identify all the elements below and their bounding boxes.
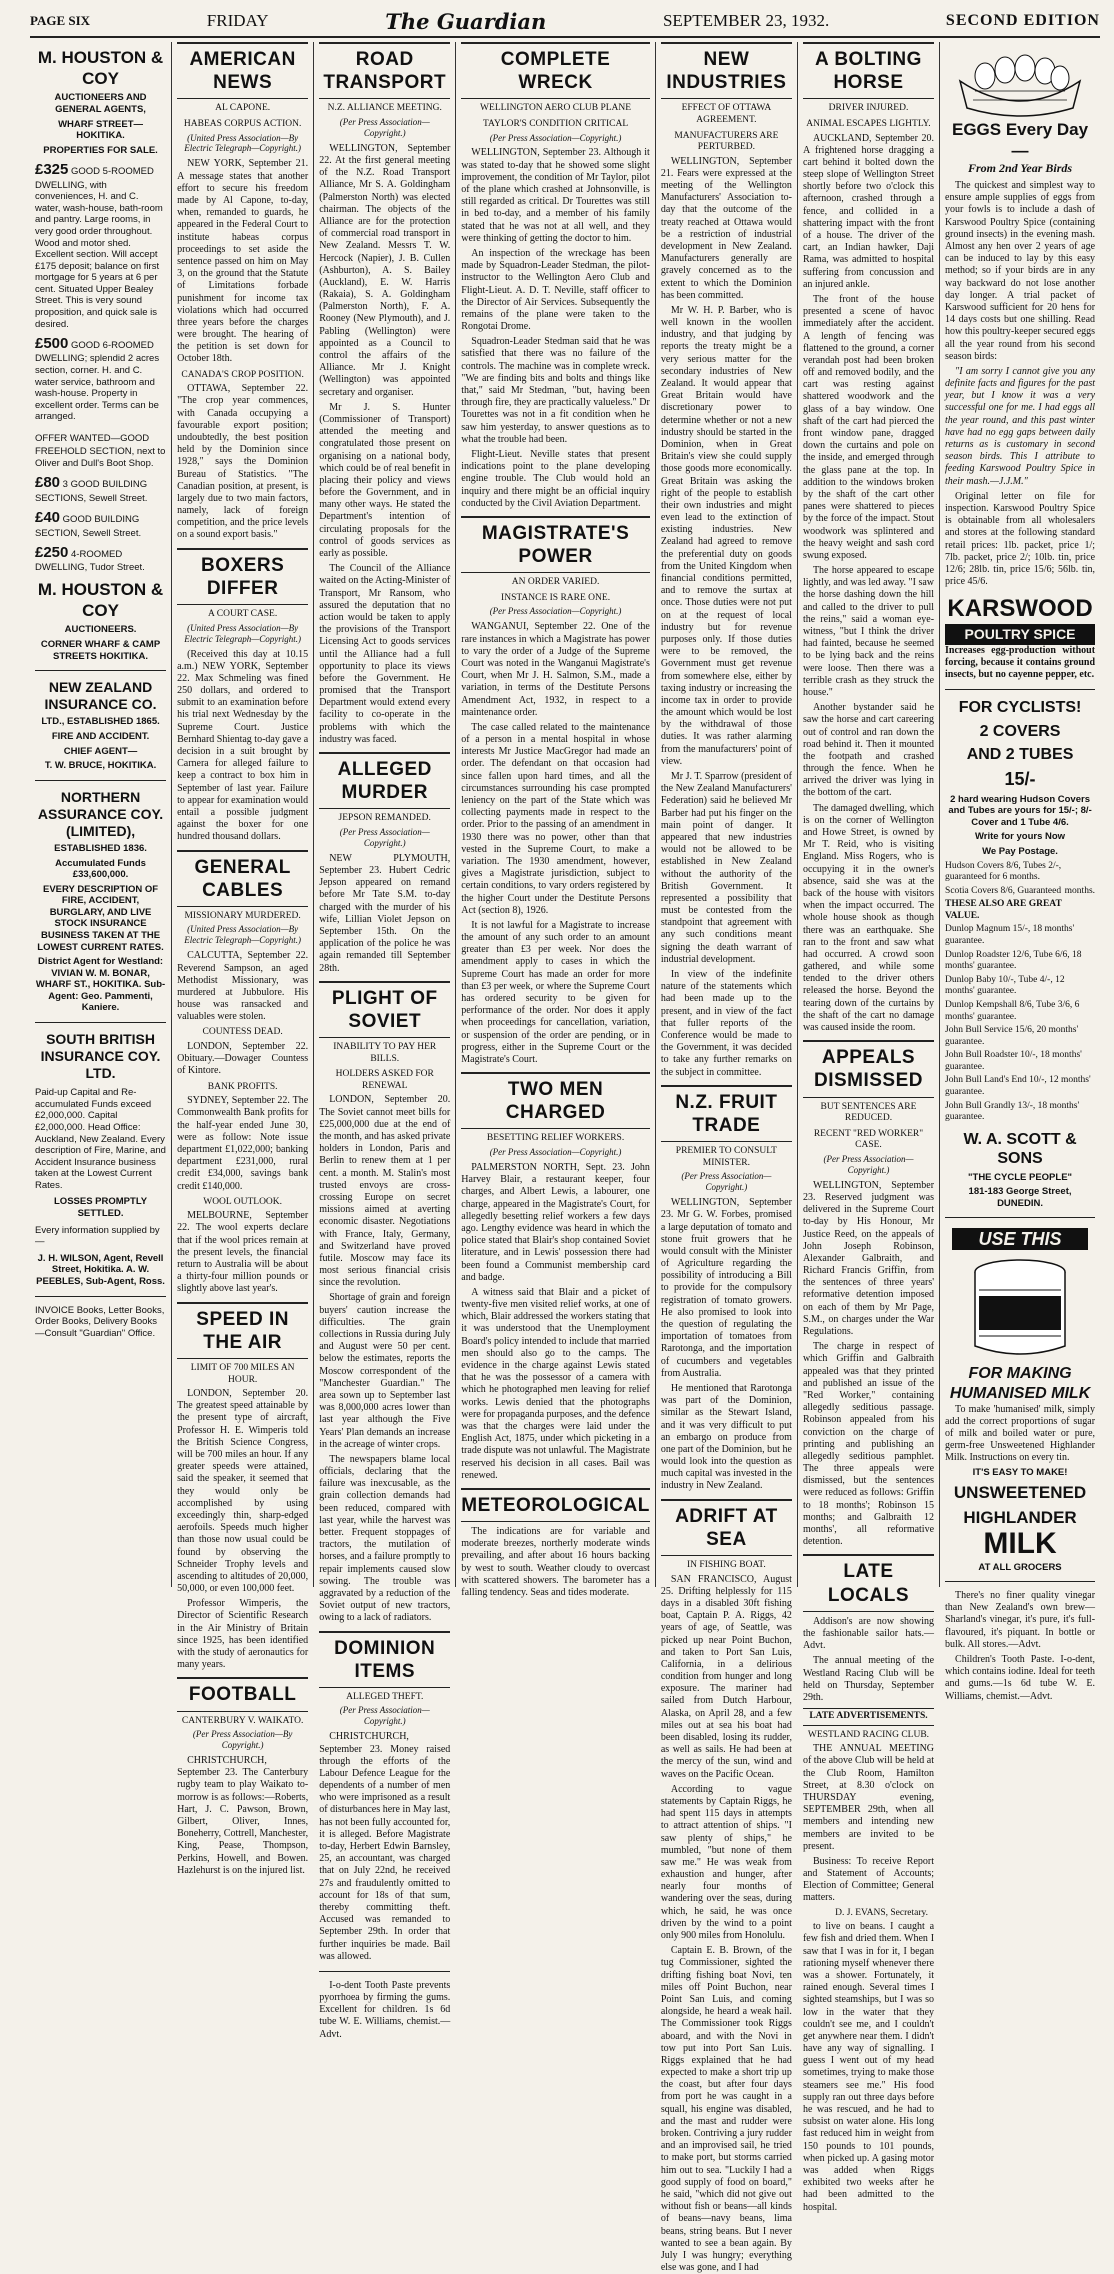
subheading: DRIVER INJURED. xyxy=(828,103,909,114)
article-paragraph: LONDON, September 20. The greatest speed attainable by the present type of aircraft, Professor H. E. Wimperis told the British Science Congress, will be 700 miles an hour. If any greater speeds were attained, said the speaker, it seemed that they would only be accomplished by using exceedingly thin, sharp-edged aerofoils. Speeds much higher than those now usual could be found by observing the Schneider Trophy levels and ascending to altitudes of 20,000, 50,000, or even 100,000 feet. xyxy=(177,1388,309,1595)
listing xyxy=(35,335,166,423)
press-credit: (Per Press Association—Copyright.) xyxy=(681,1171,772,1193)
easy-to-make: IT'S EASY TO MAKE! xyxy=(972,1467,1068,1479)
tyre-line: Hudson Covers 8/6, Tubes 2/-, guaranteed for 6 months. xyxy=(945,860,1062,883)
nzi-fire: FIRE AND ACCIDENT. xyxy=(51,730,150,742)
subheading: BANK PROFITS. xyxy=(207,1081,278,1092)
subheading: RECENT "RED WORKER" CASE. xyxy=(813,1128,924,1151)
listing xyxy=(35,428,166,469)
northern-funds: Accumulated Funds £33,600,000. xyxy=(55,857,146,881)
houston-ad-sub: AUCTIONEERS AND GENERAL AGENTS, xyxy=(54,92,147,116)
article-paragraph: The newspapers blame local officials, declaring that the failure was inexcusable, as the grain collection demands had been reduced, compared with last year, while the harvest was better. Frequent stoppages of tractors, the mutilation of horses, and a failure promptly to repair implements caused slow sowing. The trouble was aggravated by a reduction of the Soviet output of new tractors, owing to a lack of radiators. xyxy=(319,1453,451,1624)
tyre-line: John Bull Roadster 10/-, 18 months' guarantee. xyxy=(945,1050,1082,1072)
article-paragraph: According to vague statements by Captain Riggs, he had spent 115 days in attempts to attract attention of ships. "I saw plenty of ships," he mumbled, "but none of them saw me." He was weak from exhaustion and hunger, after nearly four months of wandering over the seas, during which, he said, he was once driven by the wind to a point only 900 miles from Honolulu. xyxy=(660,1783,792,1942)
sbi-losses: LOSSES PROMPTLY SETTLED. xyxy=(54,1196,148,1220)
article-paragraph: The charge in respect of which Griffin and Galbraith appealed was that they printed and published an issue of the "Red Worker," containing allegedly seditious passage. Robinson appealed from his conviction on the charge of printing and publishing an allegedly seditious pamphlet. The three appeals were dismissed, but the sentences were reduced as follows: Griffin to 18 months'; Robinson 15 months; and Galbraith 12 months', all reformative detention. xyxy=(802,1341,935,1548)
subheading: BESETTING RELIEF WORKERS. xyxy=(486,1133,625,1144)
subheading: WELLINGTON AERO CLUB PLANE xyxy=(480,103,632,114)
eggs-ad-quote: "I am sorry I cannot give you any definite facts and figures for the past year, but I know it was a very successful one for me. I had eggs all the year round, and this past winter have had no egg gaps between daily returns as is customary in second season birds. This I attribute to feeding Karswood Poultry Spice in their mash.—J.J.M." xyxy=(945,365,1096,487)
cyclists-covers: 2 COVERS xyxy=(979,722,1061,740)
subheading: MANUFACTURERS ARE PERTURBED. xyxy=(674,130,779,153)
subheading: LIMIT OF 700 MILES AN HOUR. xyxy=(190,1362,295,1385)
article-paragraph: Squadron-Leader Stedman said that he was satisfied that there was no failure of the controls. The machine was in complete wreck. "We are finding bits and bolts and things like that," said Mr Stedman, "but, having been through fire, they are practically valueless." Dr Tourettes was not in a fit condition when he saw him yesterday, to answer questions as to what the trouble had been. xyxy=(461,336,650,445)
tyre-line: Scotia Covers 8/6, Guaranteed months. xyxy=(945,885,1096,896)
eggs-ad-title: EGGS Every Day— xyxy=(951,120,1089,160)
article-paragraph: NEW PLYMOUTH, September 23. Hubert Cedric Jepson appeared on remand before Mr Tate S.M. to-day charged with the murder of his wife, Lillian Violet Jepson on September 15th. On the application of the police he was again remanded till September 28th. xyxy=(319,852,451,974)
press-credit: (Per Press Association—Copyright.) xyxy=(489,1147,622,1158)
listing-price: £500 xyxy=(35,335,69,353)
nzi-ad-name: NEW ZEALAND INSURANCE CO. xyxy=(44,679,157,713)
article-paragraph: Mr W. H. P. Barber, who is well known in the woollen industry, and that judging by reports the treaty might be a very serious matter for the secondary industries of New Zealand. It would appear that Great Britain would have discretionary power to determine whether or not a new industry should be started in the Dominion, when in Great Britain's view she could supply those goods more economically. Great Britain was asking the right of the people to establish their own industries and might even lead to the extinction of existing industries. New Zealand had agreed to remove the preferential duty on goods from the United Kingdom when financial conditions permitted, and to remove the surtax at once. Those duties were not put on at the request of local industry but for revenue purposes only. If those duties were to be removed, the Government must get revenue from somewhere else, either by taxing industry or increasing the income tax in order to provide the amount which would be lost by the withdrawal of those duties. It was rather alarming from the manufacturers' point of view. xyxy=(660,304,792,767)
article-paragraph: Mr J. S. Hunter (Commissioner of Transport) attended the meeting and congratulated those present on organising on a national body, which could be of real benefit in placing their policy and views before the Government, and in many other ways. He stated the Department's intention of circulating proposals for the control of goods services as early as possible. xyxy=(319,401,451,560)
headline-adrift-at-sea: ADRIFT AT SEA xyxy=(661,1499,792,1556)
subheading: TAYLOR'S CONDITION CRITICAL xyxy=(482,118,629,129)
subheading: CANADA'S CROP POSITION. xyxy=(181,369,304,380)
headline-dominion-items: DOMINION ITEMS xyxy=(319,1631,450,1688)
tyre-line: Dunlop Magnum 15/-, 18 months' guarantee. xyxy=(945,924,1075,947)
article-paragraph: CALCUTTA, September 22. Reverend Sampson, an aged Methodist Missionary, was murdered at Jubbulore. His house was ransacked and valuables were stolen. xyxy=(177,950,309,1023)
subheading: N.Z. ALLIANCE MEETING. xyxy=(327,103,442,114)
nzi-agent: T. W. BRUCE, HOKITIKA. xyxy=(44,760,157,772)
headline-meteorological: METEOROLOGICAL xyxy=(461,1488,650,1522)
article-paragraph: In view of the indefinite nature of the statements which had been made up to the present, and in view of the fact that fuller reports of the Conference would be made to the Government, it was decided to take any further remarks on the subject in committee. xyxy=(660,969,792,1078)
subheading: HABEAS CORPUS ACTION. xyxy=(183,118,302,129)
subheading: EFFECT OF OTTAWA AGREEMENT. xyxy=(681,103,772,125)
column-2 xyxy=(172,42,314,1876)
headline-american-news: AMERICAN NEWS xyxy=(177,42,308,99)
subheading: BUT SENTENCES ARE REDUCED. xyxy=(820,1101,917,1124)
article-paragraph: Flight-Lieut. Neville states that present indications point to the plane developing engine trouble. The Club would hold an inquiry and there might be an official inquiry conducted by the Civil Aviation Department. xyxy=(461,448,650,509)
listing xyxy=(35,509,166,539)
headline-football: FOOTBALL xyxy=(177,1677,308,1711)
columns xyxy=(30,42,1100,2274)
press-credit: (Per Press Association—Copyright.) xyxy=(339,116,430,138)
highlander-label: HIGHLANDER xyxy=(963,1507,1077,1527)
vinegar-advert: There's no finer quality vinegar than New Zealand's own brew—Sharland's vinegar, it's pure, it's full-flavoured, it's piquant. In bottle or bulk. All stores.—Advt. xyxy=(945,1590,1096,1650)
subheading: IN FISHING BOAT. xyxy=(687,1560,766,1570)
northern-description: EVERY DESCRIPTION OF FIRE, ACCIDENT, BURGLARY, AND LIVE STOCK INSURANCE BUSINESS TAKEN AT THE LOWEST CURRENT RATES. xyxy=(37,883,164,953)
article-paragraph: PALMERSTON NORTH, Sept. 23. John Harvey Blair, a restaurant keeper, four charges, and Albert Lewis, a labourer, one charge, appeared in the Magistrate's Court, for allegedly besetting relief workers a few days ago. Lengthy evidence was heard in which the police stated that Blair's shop contained Soviet literature, and in Lewis' possession there had been found a Communist membership card and badge. xyxy=(461,1162,650,1283)
subheading: A COURT CASE. xyxy=(208,608,278,619)
article-paragraph: OTTAWA, September 22. "The crop year commences, with Canada occupying a favourable export position; undoubtedly, the best position held by the Dominion since 1928," says the Dominion Bureau of Statistics. "The Canadian position, at present, is largely due to two main factors, namely, lack of foreign competition, and the price levels on a sound export basis." xyxy=(177,383,309,541)
page-number: PAGE SIX xyxy=(30,13,91,28)
column-4 xyxy=(456,42,656,1598)
article-paragraph: A witness said that Blair and a picket of twenty-five men visited relief works, at one of which, Blair addressed the workers stating that it was understood that the Unemployment Board's policy intended to include that married men should also go to the camps. The evidence in the charge against Lewis stated that he was the possessor of a camera with which he photographed men leaving for relief works. Lewis denied that the photographs were for propaganda purposes, and the defence was that the charges were laid under the English Act, 1875, under which picketing in a trade dispute was not unlawful. The Magistrate reserved his decision in all cases. Bail was renewed. xyxy=(461,1286,650,1481)
article-paragraph: It is not lawful for a Magistrate to increase the amount of any such order to an amount greater than £3 per week. Nor does the amendment apply to cases in which the Supreme Court has made an order for more than £3 per week, or where the Supreme Court has ordered security to be given for performance of the order. Nor does it apply when proceedings for cancellation, variation, or suspension of the order are pending, or in progress, either in the Supreme Court or the Magistrate's Court. xyxy=(461,919,650,1065)
use-this-banner xyxy=(950,1226,1090,1252)
press-credit: (Per Press Association—Copyright.) xyxy=(339,826,430,848)
milk-instructions: To make 'humanised' milk, simply add the correct proportions of sugar of milk and boiled water or pure, germ-free Unsweetened Highlander Milk. Instructions on every tin. xyxy=(945,1403,1096,1464)
karswood-brand: KARSWOOD xyxy=(947,595,1093,623)
press-credit: (United Press Association—By Electric Telegraph—Copyright.) xyxy=(184,132,301,154)
headline-appeals-dismissed: APPEALS DISMISSED xyxy=(803,1040,934,1097)
listing-price: £40 xyxy=(35,509,61,527)
listing-text: 4-ROOMED DWELLING, Tudor Street. xyxy=(35,549,145,574)
column-display-ads xyxy=(940,42,1100,1702)
milk-label: MILK xyxy=(983,1526,1057,1560)
headline-nz-fruit-trade: N.Z. FRUIT TRADE xyxy=(661,1085,792,1142)
tyre-line: Dunlop Roadster 12/6, Tube 6/6, 18 months' guarantee. xyxy=(945,949,1082,972)
subheading: ANIMAL ESCAPES LIGHTLY. xyxy=(806,118,931,129)
cyclists-ad-title: FOR CYCLISTS! xyxy=(958,699,1082,717)
issue-date: SEPTEMBER 23, 1932. xyxy=(662,11,830,30)
headline-boxers-differ: BOXERS DIFFER xyxy=(177,548,308,605)
article-paragraph: Addison's are now showing the fashionable sailor hats.—Advt. xyxy=(802,1615,935,1652)
article-paragraph: CHRISTCHURCH, September 23. The Canterbury rugby team to play Waikato to-morrow is as follows:—Roberts, Hart, J. C. Pawson, Brown, Gilbert, Oliver, Innes, Boneherry, Cottrell, Manchester, King, Pease, Thompson, Perkins, Howell, and Bowen. Hazlehurst is on the injured list. xyxy=(177,1755,309,1876)
headline-general-cables: GENERAL CABLES xyxy=(177,850,308,907)
article-paragraph: Business: To receive Report and Statement of Accounts; Election of Committee; General matters. xyxy=(802,1855,935,1904)
article-paragraph: to live on beans. I caught a few fish and dried them. When I saw that I was in for it, I began rationing myself whenever there was a shower. Fortunately, it rained enough. Several times I sighted steamships, but I was so low in the water that they couldn't see me, and I couldn't get anywhere near them. I didn't have any way of signalling. I guess I went out of my head sometimes, trying to make those steamers see me." His food supply ran out three days before he was rescued, and he had to subsist on water alone. His long fast reduced him in weight from 150 pounds to 101 pounds, when picked up. A gasing motor was added when Riggs exhibited two weeks after he had been admitted to the hospital. xyxy=(802,1921,935,2213)
tyre-line: John Bull Grandly 13/-, 18 months' guarantee. xyxy=(945,1100,1080,1123)
listing xyxy=(35,544,166,574)
sbi-capital: Paid-up Capital and Re-accumulated Funds exceed £2,000,000. Capital £2,000,000. Head Office: Auckland, New Zealand. Every description of Fire, Marine, and Accident Insurance business taken at the Lowest Current Rates. xyxy=(35,1087,166,1191)
column-3 xyxy=(314,42,456,2040)
subheading: INABILITY TO PAY HER BILLS. xyxy=(333,1042,437,1064)
press-credit: (Per Press Association—Copyright.) xyxy=(823,1153,914,1175)
eggs-ad-subtitle: From 2nd Year Birds xyxy=(967,161,1073,176)
poultry-spice-banner: POULTRY SPICE xyxy=(945,624,1095,645)
houston2-ad-address: CORNER WHARF & CAMP STREETS HOKITIKA. xyxy=(40,639,161,662)
tyre-line: Dunlop Kempshall 8/6, Tube 3/6, 6 months' guarantee. xyxy=(945,999,1080,1022)
subheading: PREMIER TO CONSULT MINISTER. xyxy=(675,1146,777,1168)
article-paragraph: THE ANNUAL MEETING of the above Club will be held at the Club Room, Hamilton Street, at 8.30 o'clock on THURSDAY evening, SEPTEMBER 29th, when all members and intending new members are invited to be present. xyxy=(802,1743,935,1852)
northern-established: ESTABLISHED 1836. xyxy=(54,842,147,854)
advert-paragraph: I-o-dent Tooth Paste prevents pyorrhoea by firming the gums. Excellent for children. 1s 6d tube W. E. Williams, chemist.—Advt. xyxy=(319,1979,451,2040)
masthead xyxy=(30,6,1100,38)
sbi-agent: J. H. WILSON, Agent, Revell Street, Hokitika. A. W. PEEBLES, Sub-Agent, Ross. xyxy=(36,1252,165,1287)
press-credit: (Per Press Association—By Copyright.) xyxy=(192,1729,293,1751)
listing-price: £250 xyxy=(35,544,69,562)
at-all-grocers: AT ALL GROCERS xyxy=(978,1561,1062,1573)
subheading: ALLEGED THEFT. xyxy=(346,1691,424,1702)
eggs-ad-paragraph: The quickest and simplest way to ensure ample supplies of eggs from your fowls is to include a dash of Karswood Poultry Spice (containing ground insects) in the evening mash. Almost any hen over 2 years of age can be induced to lay by this easy method; so if your birds are in any way backward do not lose another day longer. A trial packet of Karswood sufficient for 20 hens for 14 days costs but one shilling. Read how this poultry-keeper secured eggs all the year round from his second season birds: xyxy=(945,180,1096,362)
column-6 xyxy=(798,42,940,2213)
houston2-ad-sub: AUCTIONEERS. xyxy=(64,624,137,636)
headline-plight-of-soviet: PLIGHT OF SOVIET xyxy=(319,981,450,1038)
houston-ad-address: WHARF STREET—HOKITIKA. xyxy=(58,118,144,142)
article-paragraph: Shortage of grain and foreign buyers' caution increase the difficulties. The grain collections in Russia during July and August were 50 per cent. below the estimates, reports the Moscow correspondent of the "Manchester Guardian." The area sown up to September last was 8,000,000 acres lower than last year although the Five Years' Plan demands an increase in the acreage of winter crops. xyxy=(319,1292,451,1450)
press-credit: (United Press Association—By Electric Telegraph—Copyright.) xyxy=(184,622,301,644)
headline-complete-wreck: COMPLETE WRECK xyxy=(461,42,650,99)
subheading: INSTANCE IS RARE ONE. xyxy=(501,592,611,603)
article-paragraph: Professor Wimperis, the Director of Scientific Research in the Air Ministry of Britain since 1925, has been identified with the study of aeronautics for many years. xyxy=(177,1598,309,1671)
article-paragraph: AUCKLAND, September 20. A frightened horse dragging a cart behind it bolted down the steep slope of Wellington Street shortly before two o'clock this afternoon, crashed through a fence, and collided in a shattering impact with the front of a house. The driver of the cart, an Indian hawker, Daji Rama, was admitted to hospital suffering from concussion and an injured ankle. xyxy=(802,132,935,290)
subheading: WOOL OUTLOOK. xyxy=(203,1196,283,1207)
subheading: AN ORDER VARIED. xyxy=(511,577,600,588)
press-credit: (Per Press Association—Copyright.) xyxy=(489,132,622,143)
tyre-line: John Bull Land's End 10/-, 12 months' guarantee. xyxy=(945,1075,1091,1097)
egg-basket-icon xyxy=(955,46,1085,116)
unsweetened-label: UNSWEETENED xyxy=(953,1483,1087,1503)
article-paragraph: The front of the house presented a scene of havoc immediately after the accident. A length of fencing was flattened to the ground, a corner verandah post had been broken off and removed bodily, and the cart was resting against shattered woodwork and the glass of a bay window. One shaft of the cart had pierced the front window pane, dragged down the curtains and pole on the inside, and emerged through the glass pane at the top. In addition to the windows broken by the shaft of the cart other panes were shattered to pieces by the force of the impact. Stout woodwork was splintered and the heavy weight and sash cord swung exposed. xyxy=(802,293,935,561)
article-paragraph: He mentioned that Rarotonga was part of the Dominion, similar as the Stewart Island, and it was very difficult to put an embargo on produce from one part of the Dominion, but he would look into the question as much capital was invested in the industry in New Zealand. xyxy=(660,1382,792,1492)
article-paragraph: An inspection of the wreckage has been made by Squadron-Leader Stedman, the pilot-instructor to the Wellington Aero Club and Flight-Lieut. A. D. T. Neville, staff officer to the Director of Air Services. Subsequently the remains of the plane were taken to the Rongotai Drome. xyxy=(461,247,650,333)
listing xyxy=(35,161,166,330)
article-paragraph: Mr J. T. Sparrow (president of the New Zealand Manufacturers' Federation) said he believed Mr Barber had put his finger on the main point of danger. It appeared that new industries would not be allowed to be established in New Zealand without the authority of the British Government. It represented a possibility that must be contested from the standpoint that agreement with any such conditions meant signing the death warrant of industrial development. xyxy=(660,771,792,965)
scott-tagline: "THE CYCLE PEOPLE" xyxy=(968,1171,1073,1183)
subheading: AL CAPONE. xyxy=(215,103,271,114)
article-paragraph: LONDON, September 22. Obituary.—Dowager Countess of Kintore. xyxy=(177,1041,309,1077)
press-credit: (Per Press Association—Copyright.) xyxy=(489,606,622,617)
listing-text: GOOD 5-ROOMED DWELLING, with conveniences, H. and C. water, wash-house, bath-room and pantry. Large rooms, in very good order throughout. Wood and motor shed. Excellent section. Will accept £175 deposit; balance on first mortgage for 5 years at 6 per cent. Situated Upper Bealey Street. This is very sound proposition, and quick sale is desired. xyxy=(35,166,163,330)
article-paragraph: Captain E. B. Brown, of the tug Commissioner, sighted the drifting fishing boat Novi, ten miles off Point Buchon, near Point San Luis, and coming alongside, he heard a weak hail. The Commissioner took Riggs aboard, and with the Novi in tow put into Port San Luis. Riggs explained that he had expected to make a short trip up the coast, but after four days from port he was caught in a squall, his engine was disabled, and the mast and rudder were broken. Contriving a jury rudder and an improvised sail, he tried to make port, but storms carried him out to sea. "Luckily I had a good supply of food on board," he said, "which did not give out without fish or beans—all kinds of beans—navy beans, lima beans, string beans. But I never wanted to see a bean again. By July I was hungry; everything else was gone, and I had xyxy=(660,1945,792,2274)
late-advertisements-heading: LATE ADVERTISEMENTS. xyxy=(803,1708,934,1726)
article-paragraph: The Council of the Alliance waited on the Acting-Minister of Transport, Mr Ransom, who assured the deputation that no action would be taken to apply the provisions of the Transport Licensing Act to goods services until the Alliance had a full opportunity to place its views before the Government. He promised that the Transport Department would extend every facility to co-operate in the problems with which the industry was faced. xyxy=(319,563,451,745)
invoice-ad: INVOICE Books, Letter Books, Order Books, Delivery Books—Consult "Guardian" Office. xyxy=(35,1304,165,1339)
houston-ad-name: M. HOUSTON & COY xyxy=(37,48,164,88)
edition-label: SECOND EDITION xyxy=(945,12,1100,29)
article-paragraph: Another bystander said he saw the horse and cart careering out of control and ran down the road behind it. Then it mounted the footpath and crashed through the fence. When he arrived the driver was lying in the bottom of the cart. xyxy=(802,702,935,799)
press-credit: (United Press Association—By Electric Telegraph—Copyright.) xyxy=(184,924,301,946)
subheading: WESTLAND RACING CLUB. xyxy=(807,1729,930,1740)
cyclists-tubes: AND 2 TUBES xyxy=(966,746,1074,764)
article-paragraph: The indications are for variable and moderate breezes, northerly moderate winds prevailing, and after about 16 hours backing by west to south. Weather cloudy to overcast with scattered showers. The barometer has a falling tendency. Seas and tides moderate. xyxy=(461,1526,650,1598)
subheading: JEPSON REMANDED. xyxy=(338,813,431,824)
scott-address: 181-183 George Street, DUNEDIN. xyxy=(968,1186,1072,1209)
subheading: HOLDERS ASKED FOR RENEWAL xyxy=(335,1069,434,1091)
eggs-ad-paragraph: Original letter on file for inspection. Karswood Poultry Spice is obtainable from all wholesalers and stores at the following standard retail prices: 1lb. packet, price 1/; 7lb. packet, price 2/; 10lb. tin, price 12/6; 28lb. tin, price 15/6; 56lb. tin, price 45/6. xyxy=(945,490,1096,588)
headline-bolting-horse: A BOLTING HORSE xyxy=(803,42,934,99)
tyre-line: THESE ALSO ARE GREAT VALUE. xyxy=(945,899,1062,921)
column-classifieds xyxy=(30,42,172,1587)
article-paragraph: SYDNEY, September 22. The Commonwealth Bank profits for the half-year ended June 30, were as follow: Note issue department £1,022,000; banking department £231,000, rural credit £34,000, savings bank credit £140,000. xyxy=(177,1095,309,1192)
column-5 xyxy=(656,42,798,2274)
milk-tin-icon xyxy=(945,1254,1095,1364)
article-paragraph: (Received this day at 10.15 a.m.) NEW YORK, September 22. Max Schmeling was fined 250 dollars, and ordered to submit to an examination before his trial next Wednesday by the Supreme Court. Justice Bernhard Shientag to-day gave a decision in a suit brought by Carnera for alleged failure to keep a contract to box him in September of last year. Failure to appear for examination would entail a possible judgment against the boxer for one hundred thousand dollars. xyxy=(177,648,309,843)
headline-alleged-murder: ALLEGED MURDER xyxy=(319,752,450,809)
subheading: COUNTESS DEAD. xyxy=(202,1027,283,1038)
houston2-ad-name: M. HOUSTON & COY xyxy=(37,580,164,620)
newspaper-title: The Guardian xyxy=(385,8,547,34)
article-paragraph: CHRISTCHURCH, September 23. Money raised through the efforts of the Labour Defence League for the dependents of a number of men who were imprisoned as a result of disturbances here in May last, has not been fully accounted for, it is alleged. Before Magistrate to-day, Herbert Edwin Barnsley, 25, an accountant, was charged that on July 22nd, he received 27s and fraudulently omitted to account for 18s of that sum, thereby committing theft. Accused was remanded to September 29th. In order that further inquiries be made. Bail was allowed. xyxy=(319,1731,451,1962)
headline-road-transport: ROAD TRANSPORT xyxy=(319,42,450,99)
listing-text: 3 GOOD BUILDING SECTIONS, Sewell Street. xyxy=(35,479,148,504)
cyclists-price: 15/- xyxy=(1004,768,1036,789)
article-paragraph: The case called related to the maintenance of a person in a mental hospital in whose interests Mr Justice MacGregor had made an order. The defendant on that occasion had since fallen upon hard times, and all the circumstances surrounding his case prompted leniency on the part of the State which was collecting payments made in respect to the order. Prior to the passing of an amendment in 1930 there was no power, other than that vested in the Supreme Court, to make a variation. The 1930 amendment, however, gives a Magistrate jurisdiction, subject to certain conditions, to vary orders registered by the higher Court under the Destitute Persons Act (section 8), 1926. xyxy=(461,721,650,916)
scott-brand: W. A. SCOTT & SONS xyxy=(963,1130,1077,1168)
listing-price: £325 xyxy=(35,161,69,179)
nzi-agent-label: CHIEF AGENT— xyxy=(63,745,138,757)
northern-agents: District Agent for Westland: VIVIAN W. M. BONAR, WHARF ST., HOKITIKA. Sub-Agent: Geo. Pammenti, Kaniere. xyxy=(35,956,166,1014)
northern-ad-name: NORTHERN ASSURANCE COY. (LIMITED), xyxy=(37,788,164,839)
article-paragraph: LONDON, September 20. The Soviet cannot meet bills for £25,000,000 due at the end of the month, and has asked private holders in London, Paris and Berlin to renew them at 1 per cent. a month. M. Stalin's most trusted envoys are cross-crossing Europe on secret missions aimed at averting economic disaster. Negotiations with France, Italy, Germany, and Switzerland have proved futile. Moscow may face its most serious financial crisis since the revolution. xyxy=(319,1094,451,1289)
headline-two-men-charged: TWO MEN CHARGED xyxy=(461,1072,650,1129)
article-paragraph: WELLINGTON, September 23. Reserved judgment was delivered in the Supreme Court to-day by His Honour, Mr Justice Reed, on the appeals of John Joseph Robinson, Alexander Galbraith, and Richard Francis Griffin, from the sentences of three years' reformative detention imposed on each of them by Mr Page, S.M., on charges under the War Regulations. xyxy=(802,1179,935,1338)
listing-price: £80 xyxy=(35,474,61,492)
sbi-info: Every information supplied by— xyxy=(35,1224,160,1248)
article-paragraph: The damaged dwelling, which is on the corner of Wellington and Howe Street, is owned by Mr T. Reid, who is visiting England. Miss Rogers, who is occupying it in the owner's absence, said she was at the back of the house with visitors when the impact occurred. The whole house shook as though there was an earthquake. She ran to the front and saw what had occurred. A crowd soon gathered, and while some tended to the driver others released the horse. Beyond the tearing down of the curtains by the shaft of the cart no damage was caused inside the room. xyxy=(802,802,935,1033)
headline-magistrates-power: MAGISTRATE'S POWER xyxy=(461,516,650,573)
article-paragraph: SAN FRANCISCO, August 25. Drifting helplessly for 115 days in a disabled 30ft fishing boat, Captain P. A. Riggs, 42 years of age, of Seattle, was picked up near Point Buchon, and taken to Port San Luis, California, in a delirious condition from hunger and long exposure. The mariner had sailed from Dutch Harbour, Alaska, on April 28, and a few miles out at sea his boat had been disabled, losing its rudder, as well as sails. He had been at the mercy of the sun, wind and waves on the Pacific Ocean. xyxy=(660,1573,792,1780)
cyclists-description: 2 hard wearing Hudson Covers and Tubes are yours for 15/-; 8/- Cover and 1 Tube 4/6. xyxy=(948,793,1092,828)
tyre-line: Dunlop Baby 10/-, Tube 4/-, 12 months' guarantee. xyxy=(945,974,1065,997)
for-making-heading: FOR MAKING HUMANISED MILK xyxy=(949,1365,1091,1402)
article-paragraph: WELLINGTON, September 22. At the first general meeting of the N.Z. Road Transport Alliance, Mr S. A. Goldingham (Palmerston North) was elected chairman. The objects of the Alliance are for the protection of commercial road transport in New Zealand. Messrs T. W. Hercock (Napier), J. B. Cullen (Ashburton), A. S. Bailey (Auckland), E. W. Harris (Rakaia), S. A. Goldingham (Palmerston North), F. A. Rooney (New Plymouth), and J. Pabling (Wellington) were appointed as a Council to control the affairs of the Alliance. Mr J. Knight (Wellington) was appointed secretary and organiser. xyxy=(319,142,451,398)
listing xyxy=(35,474,166,504)
press-credit: (Per Press Association—Copyright.) xyxy=(339,1705,430,1727)
article-paragraph: WELLINGTON, September 21. Fears were expressed at the meeting of the Wellington Manufacturers' Association to-day that the outcome of the treaty reached at Ottawa would be a restriction of industrial development in New Zealand. Manufacturers generally are gravely concerned as to the extent to which the Dominion has been committed. xyxy=(660,155,792,301)
svg-text:USE THIS: USE THIS xyxy=(978,1229,1062,1250)
headline-speed-in-the-air: SPEED IN THE AIR xyxy=(177,1302,308,1359)
listing-text: GOOD 6-ROOMED DWELLING; splendid 2 acres section, corner. H. and C. water service, bathroom and wash-house. Property in excellent order. Terms can be arranged. xyxy=(35,340,160,423)
article-paragraph: The horse appeared to escape lightly, and was led away. "I saw the horse dashing down the hill and called to the driver to pull the reins," said a woman eye-witness, "but I think the driver had fainted, because he seemed to be lying back and the reins were loose. Then there was a terrible crash as they struck the house." xyxy=(802,565,935,698)
article-paragraph: MELBOURNE, September 22. The wool experts declare that if the wool prices remain at the present levels, the financial return to Australia will be about a thirty-four million pounds or slightly above last year's. xyxy=(177,1210,309,1295)
iodent-advert: Children's Tooth Paste. I-o-dent, which contains iodine. Ideal for teeth and gums.—1s 6d tube W. E. Williams, chemist.—Advt. xyxy=(945,1654,1096,1702)
cyclists-postage: We Pay Postage. xyxy=(982,846,1058,857)
article-paragraph: WELLINGTON, September 23. Although it was stated to-day that he showed some slight improvement, the condition of Mr Taylor, pilot of the plane which crashed at Johnsonville, is still regarded as critical. Dr Tourettes was still in bed to-day, and a member of his family stated that he was not at all well, and they were thinking of getting the doctor to him. xyxy=(461,147,650,244)
sbi-ad-name: SOUTH BRITISH INSURANCE COY. LTD. xyxy=(40,1031,161,1082)
nzi-established: LTD., ESTABLISHED 1865. xyxy=(41,716,160,728)
article-paragraph: WELLINGTON, September 23. Mr G. W. Forbes, promised a large deputation of tomato and stone fruit growers that he would consult with the Minister of Agriculture regarding the possibility of introducing a Bill to provide for the compulsory registration of tomato growers. He also promised to look into the question of regulating the importation of tomatoes from Rarotonga, and the importation of cucumbers and vegetables from Australia. xyxy=(660,1197,792,1379)
issue-day: FRIDAY xyxy=(206,11,269,30)
spice-note: Increases egg-production without forcing, because it contains ground insects, but no cayenne pepper, etc. xyxy=(945,644,1096,680)
headline-new-industries: NEW INDUSTRIES xyxy=(661,42,792,99)
cyclists-write: Write for yours Now xyxy=(974,831,1066,843)
secretary-signature: D. J. EVANS, Secretary. xyxy=(835,1907,929,1918)
listing-text: OFFER WANTED—GOOD FREEHOLD SECTION, next to Oliver and Dull's Boot Shop. xyxy=(35,432,166,469)
tyre-line: John Bull Service 15/6, 20 months' guarantee. xyxy=(945,1025,1079,1047)
article-paragraph: The annual meeting of the Westland Racing Club will be held on Thursday, September 29th. xyxy=(802,1655,935,1703)
subheading: MISSIONARY MURDERED. xyxy=(184,910,301,921)
subheading: CANTERBURY V. WAIKATO. xyxy=(181,1715,304,1726)
headline-late-locals: LATE LOCALS xyxy=(803,1554,934,1611)
properties-heading: PROPERTIES FOR SALE. xyxy=(43,144,158,156)
article-paragraph: NEW YORK, September 21. A message states that another effort to secure his freedom made by Al Capone, to-day, when, remanded to guards, he appeared in the Federal Court to institute habeas corpus proceedings to set aside the sentence passed on him on May 3, on the ground that the Statute of Limitations forbade punishment for income tax violations which had occurred three years before the charges were brought. The hearing of the petition is set down for October 18th. xyxy=(177,158,309,365)
listing-text: GOOD BUILDING SECTION, Sewell Street. xyxy=(35,514,142,539)
article-paragraph: WANGANUI, September 22. One of the rare instances in which a Magistrate has power to vary the order of a Judge of the Supreme Court was noted in the Wanganui Magistrate's Court, when Mr J. H. Salmon, S.M., made a variation, in terms of the Destitute Persons Amendment Act, 1932, in respect to a maintenance order. xyxy=(461,621,650,718)
